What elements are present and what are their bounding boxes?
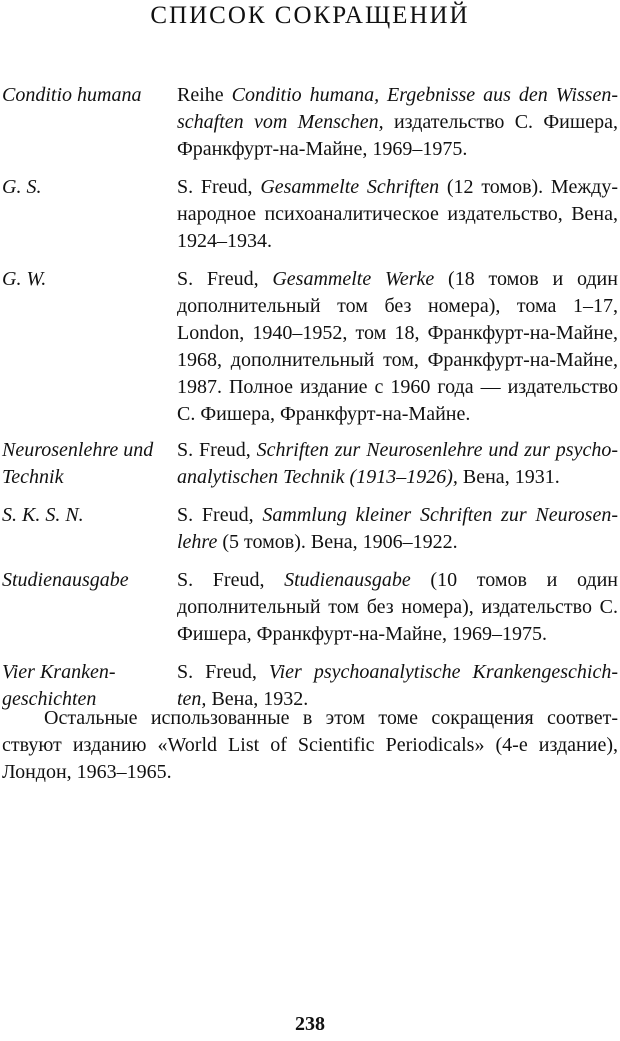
abbreviation-term: S. K. S. N.	[2, 504, 84, 526]
abbreviation-term: G. W.	[2, 268, 47, 290]
list-item	[2, 437, 618, 491]
description-italic-text: Schriften zur Neurosenlehre und zur psycho-analytischen Technik (1913–1926),	[177, 439, 618, 488]
list-item	[2, 502, 618, 556]
abbreviation-description	[177, 266, 618, 428]
description-text: Вена, 1932.	[206, 688, 309, 710]
description-text: Вена, 1931.	[457, 466, 560, 488]
abbreviation-description	[177, 502, 618, 556]
abbreviation-description	[177, 174, 618, 255]
description-text: Reihe	[177, 84, 232, 106]
abbreviation-description	[177, 437, 618, 491]
abbreviation-term: Conditio humana	[2, 84, 142, 106]
description-italic-text: Vier psychoanalytische Krankengeschich-ten,	[177, 661, 618, 710]
abbreviation-list	[2, 82, 618, 713]
abbreviation-term: Vier Kranken-geschichten	[2, 661, 116, 710]
abbreviation-description	[177, 567, 618, 648]
description-text: (12 томов). Между-народное психоаналитическое издательство, Вена, 1924–1934.	[177, 176, 618, 252]
description-text: (5 томов). Вена, 1906–1922.	[217, 531, 458, 553]
description-text: S. Freud,	[177, 439, 257, 461]
closing-note: Остальные использованные в этом томе сокращения соответ-ствуют изданию «World List of Scientific Periodicals» (4-е издание), Лондон, 1963–1965.	[2, 707, 618, 783]
description-text: S. Freud,	[177, 176, 261, 198]
description-text: издательство С. Фишера, Франкфурт-на-Майне, 1969–1975.	[177, 111, 619, 160]
description-text: S. Freud,	[177, 268, 273, 290]
abbreviation-term: Studienausgabe	[2, 569, 129, 591]
list-item	[2, 266, 618, 428]
description-text: S. Freud,	[177, 569, 285, 591]
list-item	[2, 174, 618, 255]
abbreviation-term: Neurosenlehre und Technik	[2, 439, 154, 488]
description-italic-text: Sammlung kleiner Schriften zur Neurosen-lehre	[177, 504, 618, 553]
page-number: 238	[295, 1013, 325, 1035]
abbreviation-description	[177, 82, 618, 163]
description-text: (18 томов и один дополнительный том без номера), тома 1–17, London, 1940–1952, том 18, Франкфурт-на-Майне, 1968, дополнительный том, Франкфурт-на-Майне, 1987. Полное издание с 1960 года — издательство С. Фишера, Франкфурт-на-Майне.	[177, 268, 618, 425]
description-italic-text: Conditio humana, Ergebnisse aus den Wissen-schaften vom Menschen,	[177, 84, 619, 133]
description-text: S. Freud,	[177, 661, 269, 683]
description-text: S. Freud,	[177, 504, 263, 526]
description-italic-text: Studienausgabe	[284, 569, 411, 591]
abbreviation-term: G. S.	[2, 176, 42, 198]
description-text: (10 томов и один дополнительный том без номера), издательство С. Фишера, Франкфурт-на-Майне, 1969–1975.	[177, 569, 618, 645]
list-item	[2, 82, 618, 163]
description-italic-text: Gesammelte Werke	[272, 268, 435, 290]
page-title: СПИСОК СОКРАЩЕНИЙ	[150, 2, 470, 29]
list-item	[2, 567, 618, 648]
description-italic-text: Gesammelte Schriften	[260, 176, 440, 198]
